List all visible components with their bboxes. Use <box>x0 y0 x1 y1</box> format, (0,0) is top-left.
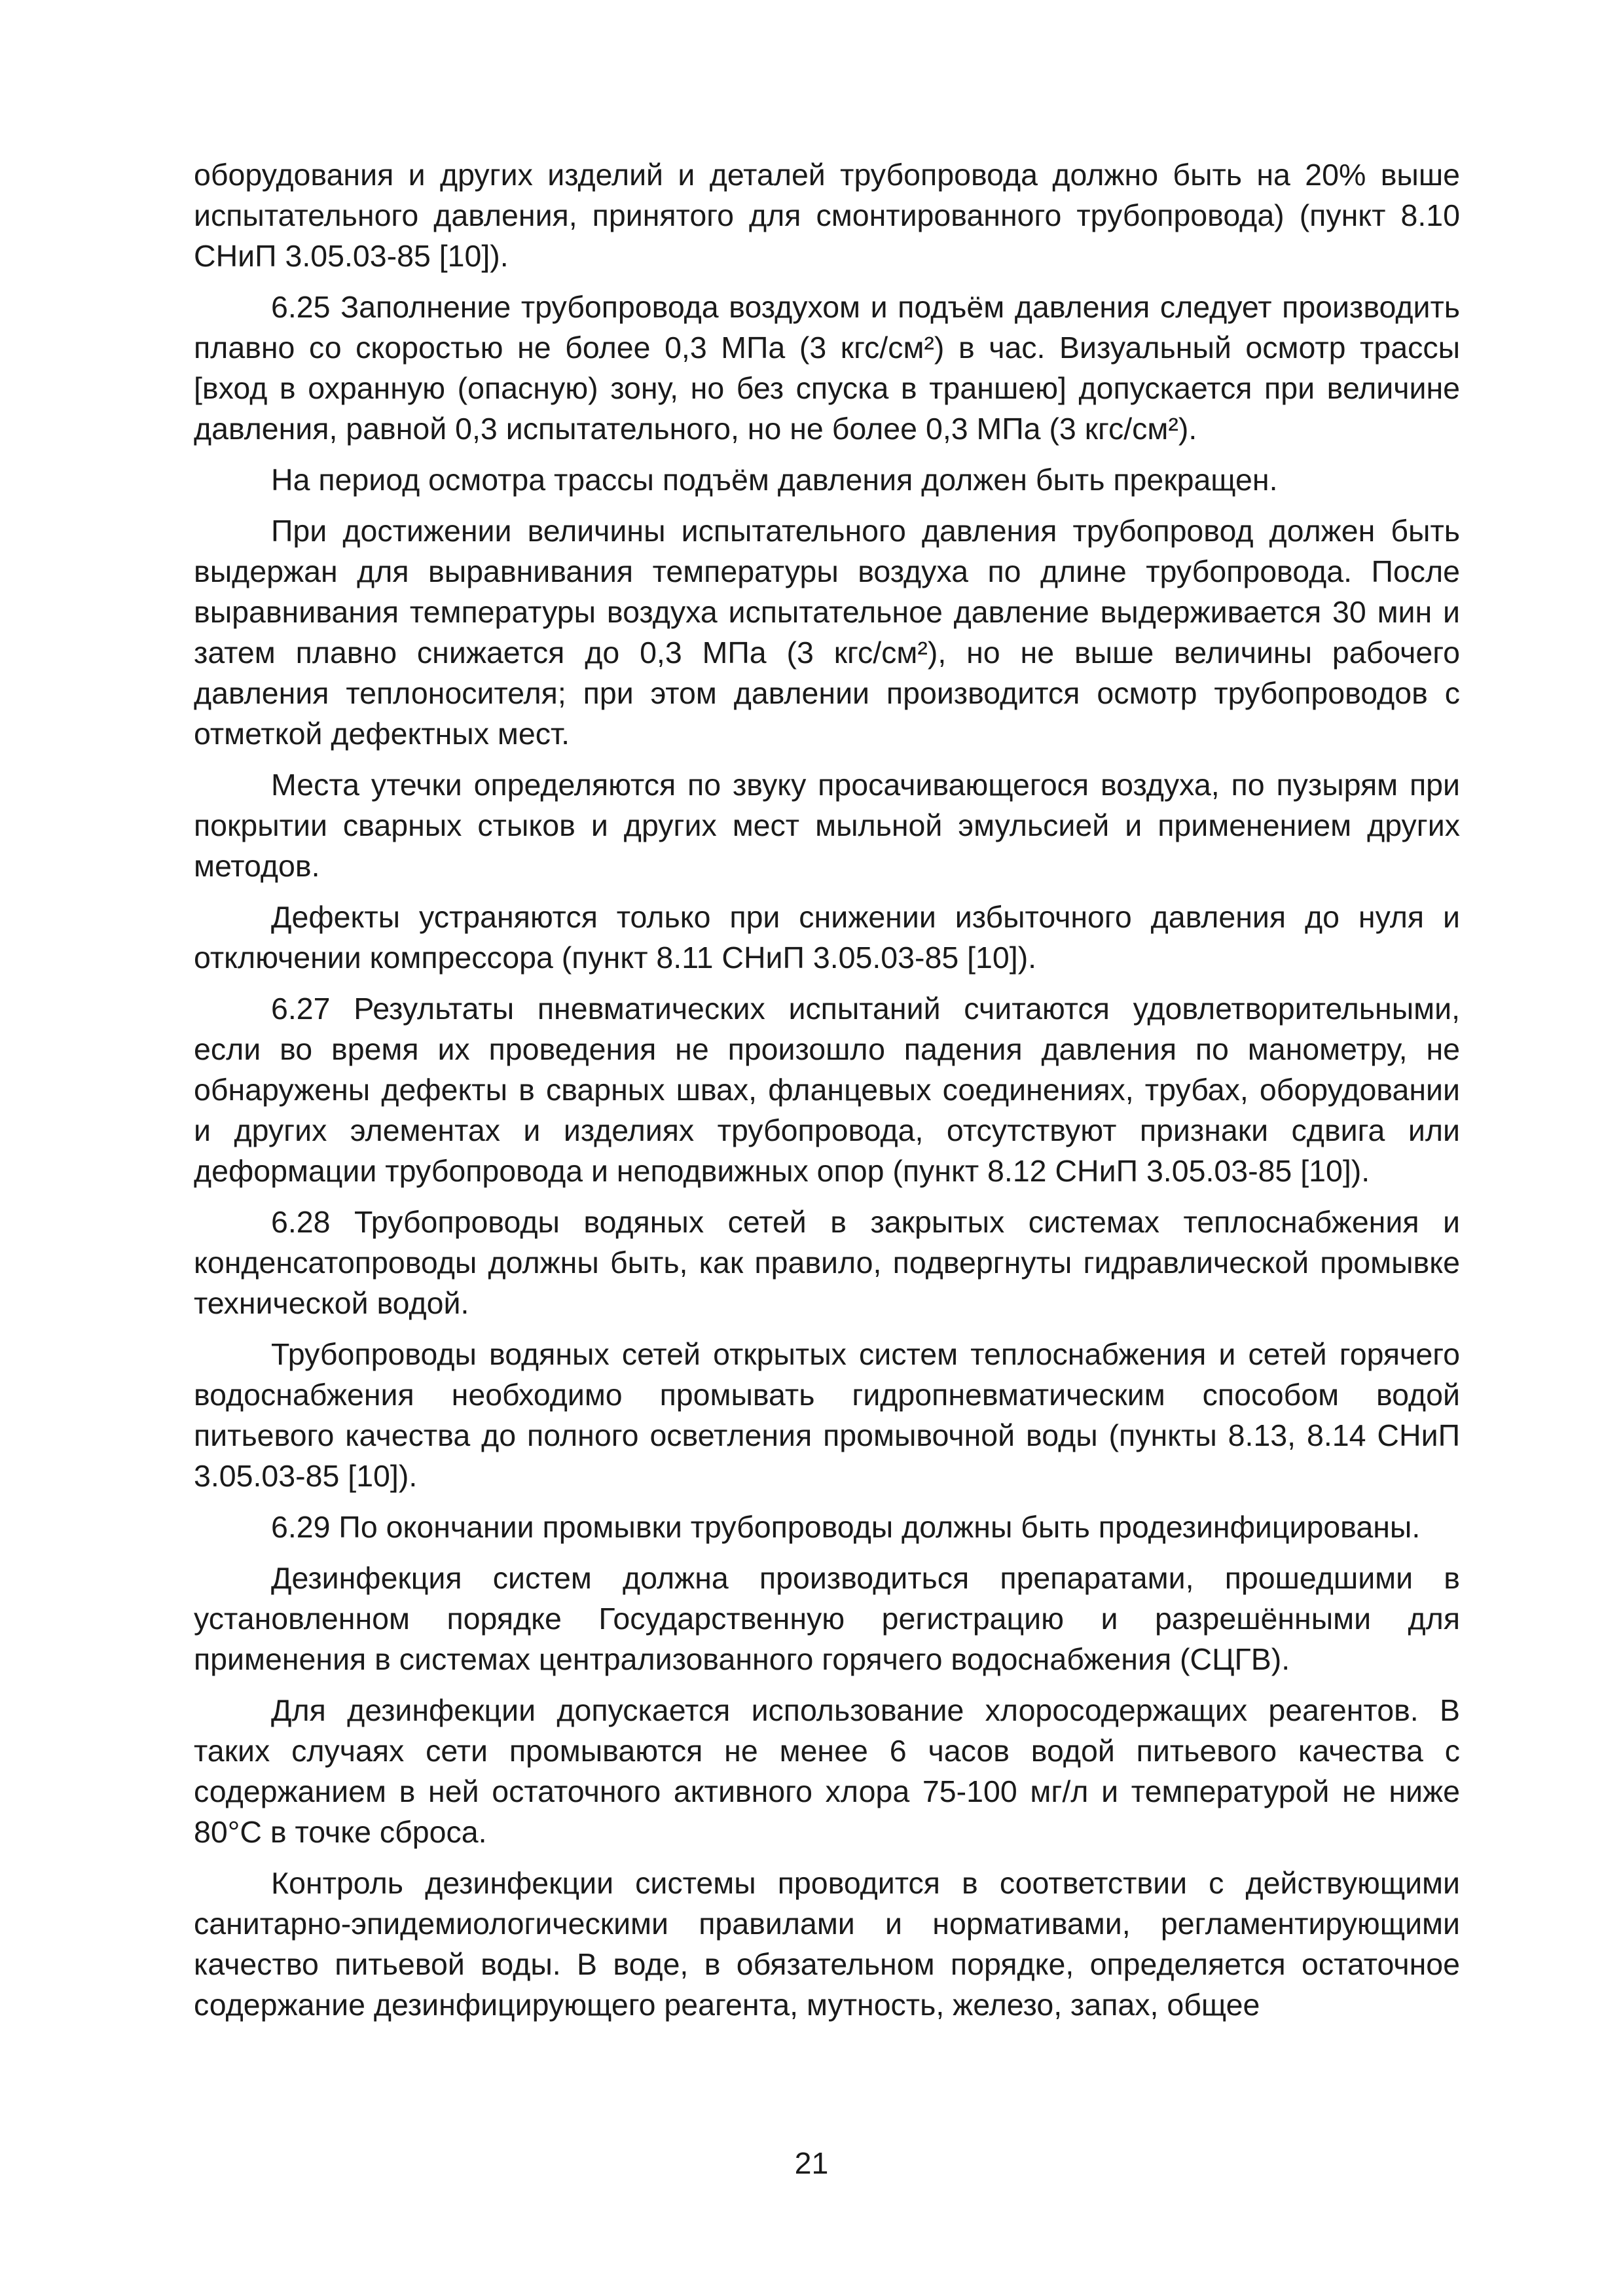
paragraph: Контроль дезинфекции системы проводится в соответствии с действующими санитарно-эпидемиологическими правилами и нормативами, регламентирующими качество питьевой воды. В воде, в обязательном порядке, определяется остаточное содержание дезинфицирующего реагента, мутность, железо, запах, общее <box>194 1866 1460 2022</box>
paragraph: Для дезинфекции допускается использование хлоросодержащих реагентов. В таких случаях сети промываются не менее 6 часов водой питьевого качества с содержанием в ней остаточного активного хлора 75-100 мг/л и температурой не ниже 80°С в точке сброса. <box>194 1693 1460 1849</box>
paragraph: Дефекты устраняются только при снижении избыточного давления до нуля и отключении компрессора (пункт 8.11 СНиП 3.05.03-85 [10]). <box>194 900 1460 975</box>
paragraph: Трубопроводы водяных сетей открытых систем теплоснабжения и сетей горячего водоснабжения необходимо промывать гидропневматическим способом водой питьевого качества до полного осветления промывочной воды (пункты 8.13, 8.14 СНиП 3.05.03-85 [10]). <box>194 1337 1460 1493</box>
paragraph: При достижении величины испытательного давления трубопровод должен быть выдержан для выравнивания температуры воздуха по длине трубопровода. После выравнивания температуры воздуха испытательное давление выдерживается 30 мин и затем плавно снижается до 0,3 МПа (3 кгс/см²), но не выше величины рабочего давления теплоносителя; при этом давлении производится осмотр трубопроводов с отметкой дефектных мест. <box>194 514 1460 751</box>
paragraph-6-28: 6.28 Трубопроводы водяных сетей в закрытых системах теплоснабжения и конденсатопроводы должны быть, как правило, подвергнуты гидравлической промывке технической водой. <box>194 1205 1460 1320</box>
paragraph: Места утечки определяются по звуку просачивающегося воздуха, по пузырям при покрытии сварных стыков и других мест мыльной эмульсией и применением других методов. <box>194 768 1460 883</box>
paragraph-6-27: 6.27 Результаты пневматических испытаний считаются удовлетворительными, если во время их проведения не произошло падения давления по манометру, не обнаружены дефекты в сварных швах, фланцевых соединениях, трубах, оборудовании и других элементах и изделиях трубопровода, отсутствуют признаки сдвига или деформации трубопровода и неподвижных опор (пункт 8.12 СНиП 3.05.03-85 [10]). <box>194 992 1460 1188</box>
paragraph-6-25: 6.25 Заполнение трубопровода воздухом и подъём давления следует производить плавно со скоростью не более 0,3 МПа (3 кгс/см²) в час. Визуальный осмотр трассы [вход в охранную (опасную) зону, но без спуска в траншею] допускается при величине давления, равной 0,3 испытательного, но не более 0,3 МПа (3 кгс/см²). <box>194 290 1460 446</box>
page-body <box>194 154 1460 2036</box>
paragraph: оборудования и других изделий и деталей трубопровода должно быть на 20% выше испытательного давления, принятого для смонтированного трубопровода) (пункт 8.10 СНиП 3.05.03-85 [10]). <box>194 158 1460 273</box>
page-number: 21 <box>794 2146 829 2180</box>
paragraph: На период осмотра трассы подъём давления должен быть прекращен. <box>271 463 1278 497</box>
paragraph-6-29: 6.29 По окончании промывки трубопроводы должны быть продезинфицированы. <box>271 1510 1421 1544</box>
paragraph: Дезинфекция систем должна производиться препаратами, прошедшими в установленном порядке Государственную регистрацию и разрешёнными для применения в системах централизованного горячего водоснабжения (СЦГВ). <box>194 1561 1460 1676</box>
